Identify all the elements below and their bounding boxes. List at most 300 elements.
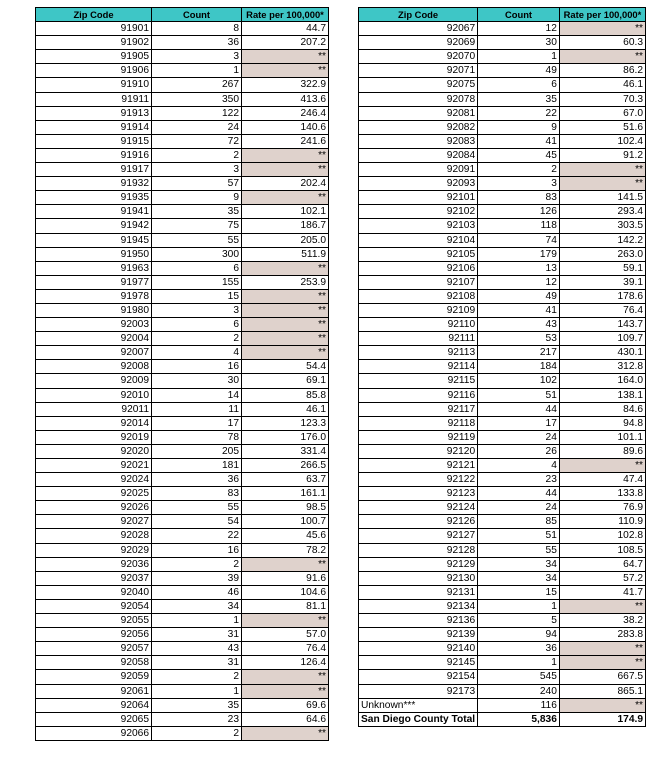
table-row [36,487,329,501]
rate-cell: 84.6 [559,402,645,416]
zip-cell: 92040 [36,585,152,599]
table-row [359,106,646,120]
table-row [36,599,329,613]
count-cell: 24 [152,120,242,134]
count-cell: 46 [152,585,242,599]
zip-cell: 91963 [36,261,152,275]
count-cell: 85 [478,515,560,529]
table-row [36,501,329,515]
rate-cell: ** [242,191,329,205]
zip-cell: 92003 [36,318,152,332]
rate-cell: ** [242,318,329,332]
table-row [36,614,329,628]
zip-cell: 92011 [36,402,152,416]
count-cell: 6 [152,261,242,275]
rate-cell: 322.9 [242,78,329,92]
table-row [359,360,646,374]
rate-cell: 104.6 [242,585,329,599]
zip-cell: 91978 [36,289,152,303]
table-row [36,106,329,120]
header-rate: Rate per 100,000* [559,8,645,22]
header-row [359,8,646,22]
rate-cell: 78.2 [242,543,329,557]
rate-cell: 59.1 [559,261,645,275]
count-cell: 34 [152,599,242,613]
count-cell: 12 [478,275,560,289]
table-row [359,148,646,162]
zip-cell: 91932 [36,177,152,191]
table-row [36,191,329,205]
count-cell: 35 [152,205,242,219]
table-row [359,163,646,177]
zip-cell: 92103 [359,219,478,233]
table-row [359,374,646,388]
zip-cell: 91942 [36,219,152,233]
table-row [36,642,329,656]
count-cell: 51 [478,529,560,543]
zip-cell: 92124 [359,501,478,515]
count-cell: 23 [152,712,242,726]
rate-cell: 123.3 [242,416,329,430]
count-cell: 9 [152,191,242,205]
zip-cell: 92120 [359,444,478,458]
count-cell: 35 [478,92,560,106]
count-cell: 24 [478,501,560,515]
count-cell: 55 [478,543,560,557]
rate-cell: 303.5 [559,219,645,233]
rate-cell: 51.6 [559,120,645,134]
table-row [359,557,646,571]
table-row [359,388,646,402]
rate-cell: 266.5 [242,459,329,473]
table-row [36,148,329,162]
zip-cell: 92108 [359,289,478,303]
table-row [359,698,646,712]
count-cell: 1 [152,684,242,698]
rate-cell: ** [559,698,645,712]
table-row [359,529,646,543]
rate-cell: ** [559,642,645,656]
rate-cell: 102.4 [559,134,645,148]
table-row [36,50,329,64]
rate-cell: ** [242,148,329,162]
rate-cell: ** [242,684,329,698]
zip-cell: 92028 [36,529,152,543]
rate-cell: ** [242,614,329,628]
count-cell: 41 [478,134,560,148]
count-cell: 34 [478,557,560,571]
zip-cell: 92029 [36,543,152,557]
table-row [36,275,329,289]
zip-cell: 92127 [359,529,478,543]
header-count: Count [152,8,242,22]
table-row [359,50,646,64]
rate-cell: 413.6 [242,92,329,106]
rate-cell: 133.8 [559,487,645,501]
count-cell: 51 [478,388,560,402]
count-cell: 17 [152,416,242,430]
count-cell: 6 [478,78,560,92]
table-row [359,712,646,726]
zip-cell: 92036 [36,557,152,571]
table-row [36,318,329,332]
rate-cell: 241.6 [242,134,329,148]
table-row [36,628,329,642]
table-row [36,289,329,303]
zip-cell: 92109 [359,303,478,317]
count-cell: 31 [152,628,242,642]
rate-cell: ** [242,670,329,684]
count-cell: 3 [152,303,242,317]
count-cell: 23 [478,473,560,487]
count-cell: 2 [152,148,242,162]
zip-cell: 92111 [359,332,478,346]
zip-cell: 92129 [359,557,478,571]
rate-cell: 94.8 [559,416,645,430]
zip-cell: 92069 [359,36,478,50]
rate-cell: 76.4 [242,642,329,656]
zip-cell: 92082 [359,120,478,134]
rate-cell: 91.2 [559,148,645,162]
table-row [359,459,646,473]
table-row [36,529,329,543]
zip-cell: 92008 [36,360,152,374]
count-cell: 26 [478,444,560,458]
count-cell: 122 [152,106,242,120]
count-cell: 43 [478,318,560,332]
table-row [359,289,646,303]
zip-cell: 91916 [36,148,152,162]
count-cell: 30 [478,36,560,50]
table-row [359,275,646,289]
zip-cell: 91905 [36,50,152,64]
zip-cell: 92091 [359,163,478,177]
zip-cell: 92059 [36,670,152,684]
rate-cell: ** [242,64,329,78]
rate-cell: 202.4 [242,177,329,191]
rate-cell: 85.8 [242,388,329,402]
rate-cell: 312.8 [559,360,645,374]
zip-cell: 92004 [36,332,152,346]
rate-cell: 86.2 [559,64,645,78]
zip-cell: 92037 [36,571,152,585]
count-cell: 54 [152,515,242,529]
table-row [36,346,329,360]
table-row [359,430,646,444]
count-cell: 35 [152,698,242,712]
rate-cell: 70.3 [559,92,645,106]
zip-cell: 91980 [36,303,152,317]
table-row [36,134,329,148]
count-cell: 6 [152,318,242,332]
rate-cell: 246.4 [242,106,329,120]
rate-cell: 102.1 [242,205,329,219]
count-cell: 2 [478,163,560,177]
table-body [359,22,646,727]
table-row [36,557,329,571]
header-row [36,8,329,22]
table-row [36,430,329,444]
row-label: San Diego County Total [359,712,478,726]
table-row [359,515,646,529]
zip-cell: 92106 [359,261,478,275]
rate-cell: 164.0 [559,374,645,388]
zip-cell: 92014 [36,416,152,430]
count-cell: 3 [478,177,560,191]
zip-cell: 91910 [36,78,152,92]
count-cell: 15 [152,289,242,303]
table-row [36,78,329,92]
count-cell: 41 [478,303,560,317]
count-cell: 1 [152,64,242,78]
zip-cell: 92084 [359,148,478,162]
table-row [36,515,329,529]
rate-cell: ** [242,50,329,64]
count-cell: 179 [478,247,560,261]
count-cell: 53 [478,332,560,346]
zip-cell: 91935 [36,191,152,205]
rate-cell: 47.4 [559,473,645,487]
zip-cell: 92117 [359,402,478,416]
count-cell: 1 [152,614,242,628]
count-cell: 14 [152,388,242,402]
count-cell: 22 [152,529,242,543]
count-cell: 1 [478,656,560,670]
count-cell: 15 [478,585,560,599]
zip-cell: 92154 [359,670,478,684]
zip-cell: 92061 [36,684,152,698]
table-row [36,261,329,275]
rate-cell: 98.5 [242,501,329,515]
zip-cell: 92105 [359,247,478,261]
zip-cell: 92075 [359,78,478,92]
zip-cell: 92122 [359,473,478,487]
table-body [36,22,329,741]
zip-cell: 92010 [36,388,152,402]
rate-cell: 76.4 [559,303,645,317]
table-row [359,318,646,332]
rate-cell: 178.6 [559,289,645,303]
table-row [359,444,646,458]
rate-cell: 89.6 [559,444,645,458]
count-cell: 12 [478,22,560,36]
table-row [359,92,646,106]
zip-cell: 92134 [359,599,478,613]
zip-cell: 92102 [359,205,478,219]
zip-cell: 91945 [36,233,152,247]
table-row [359,501,646,515]
count-cell: 57 [152,177,242,191]
rate-cell: 207.2 [242,36,329,50]
table-row [359,64,646,78]
table-row [359,205,646,219]
rate-cell: ** [242,303,329,317]
table-row [359,670,646,684]
count-cell: 118 [478,219,560,233]
rate-cell: ** [242,289,329,303]
count-cell: 350 [152,92,242,106]
count-cell: 2 [152,726,242,740]
table-row [359,134,646,148]
header-zip: Zip Code [36,8,152,22]
rate-cell: 108.5 [559,543,645,557]
count-cell: 75 [152,219,242,233]
rate-cell: 41.7 [559,585,645,599]
count-cell: 2 [152,670,242,684]
table-row [359,261,646,275]
table-row [359,684,646,698]
rate-cell: 110.9 [559,515,645,529]
table-row [359,346,646,360]
table-row [36,247,329,261]
table-row [359,473,646,487]
table-row [359,656,646,670]
zip-cell: 92021 [36,459,152,473]
zip-cell: 91913 [36,106,152,120]
rate-cell: ** [559,656,645,670]
zip-cell: 92104 [359,233,478,247]
table-row [359,571,646,585]
count-cell: 545 [478,670,560,684]
zip-cell: 92121 [359,459,478,473]
rate-cell: ** [559,22,645,36]
table-row [36,92,329,106]
table-row [359,416,646,430]
count-cell: 36 [478,642,560,656]
table-row [359,191,646,205]
zip-cell: 92071 [359,64,478,78]
rate-cell: 865.1 [559,684,645,698]
zip-cell: 92025 [36,487,152,501]
zip-cell: 91915 [36,134,152,148]
zip-cell: 91911 [36,92,152,106]
rate-cell: 283.8 [559,628,645,642]
count-cell: 13 [478,261,560,275]
zip-cell: 92131 [359,585,478,599]
rate-cell: ** [242,163,329,177]
count-cell: 16 [152,543,242,557]
rate-cell: 142.2 [559,233,645,247]
count-cell: 34 [478,571,560,585]
rate-cell: 60.3 [559,36,645,50]
rate-cell: 69.6 [242,698,329,712]
zip-cell: 92081 [359,106,478,120]
zip-cell: 91901 [36,22,152,36]
header-count: Count [478,8,560,22]
zip-cell: 92057 [36,642,152,656]
zip-cell: 92066 [36,726,152,740]
count-cell: 116 [478,698,560,712]
table-row [36,177,329,191]
count-cell: 205 [152,444,242,458]
table-row [36,726,329,740]
rate-cell: 39.1 [559,275,645,289]
rate-cell: 57.2 [559,571,645,585]
count-cell: 43 [152,642,242,656]
rate-cell: ** [242,332,329,346]
table-row [36,656,329,670]
count-cell: 36 [152,473,242,487]
rate-cell: 63.7 [242,473,329,487]
rate-cell: 91.6 [242,571,329,585]
zip-cell: 92024 [36,473,152,487]
count-cell: 240 [478,684,560,698]
table-row [36,36,329,50]
table-row [36,416,329,430]
count-cell: 4 [152,346,242,360]
rate-cell: 81.1 [242,599,329,613]
zip-table-left [35,7,329,741]
zip-cell: 92019 [36,430,152,444]
count-cell: 55 [152,233,242,247]
count-cell: 72 [152,134,242,148]
zip-cell: 92020 [36,444,152,458]
table-row [359,487,646,501]
rate-cell: 263.0 [559,247,645,261]
rate-cell: 38.2 [559,614,645,628]
rate-cell: 102.8 [559,529,645,543]
rate-cell: ** [559,599,645,613]
rate-cell: 67.0 [559,106,645,120]
zip-cell: 91917 [36,163,152,177]
header-zip: Zip Code [359,8,478,22]
table-row [359,22,646,36]
zip-cell: 92054 [36,599,152,613]
count-cell: 5,836 [478,712,560,726]
count-cell: 4 [478,459,560,473]
zip-cell: 92113 [359,346,478,360]
rate-cell: 44.7 [242,22,329,36]
table-row [36,571,329,585]
rate-cell: 138.1 [559,388,645,402]
zip-cell: 92173 [359,684,478,698]
table-row [359,120,646,134]
count-cell: 184 [478,360,560,374]
rate-cell: ** [242,261,329,275]
rate-cell: 76.9 [559,501,645,515]
table-row [359,628,646,642]
count-cell: 16 [152,360,242,374]
count-cell: 181 [152,459,242,473]
table-row [359,247,646,261]
table-row [359,543,646,557]
rate-cell: ** [242,346,329,360]
zip-cell: 91941 [36,205,152,219]
zip-cell: 92107 [359,275,478,289]
count-cell: 83 [478,191,560,205]
rate-cell: 161.1 [242,487,329,501]
table-row [36,205,329,219]
count-cell: 31 [152,656,242,670]
zip-cell: 92145 [359,656,478,670]
zip-cell: 92115 [359,374,478,388]
rate-cell: 69.1 [242,374,329,388]
rate-cell: 140.6 [242,120,329,134]
count-cell: 5 [478,614,560,628]
rate-cell: ** [559,50,645,64]
zip-cell: 92009 [36,374,152,388]
table-row [36,374,329,388]
rate-cell: 64.7 [559,557,645,571]
rate-cell: 430.1 [559,346,645,360]
zip-cell: 91906 [36,64,152,78]
zip-cell: 92027 [36,515,152,529]
zip-cell: 92078 [359,92,478,106]
zip-cell: 92130 [359,571,478,585]
rate-cell: ** [559,163,645,177]
zip-cell: 92119 [359,430,478,444]
count-cell: 3 [152,50,242,64]
